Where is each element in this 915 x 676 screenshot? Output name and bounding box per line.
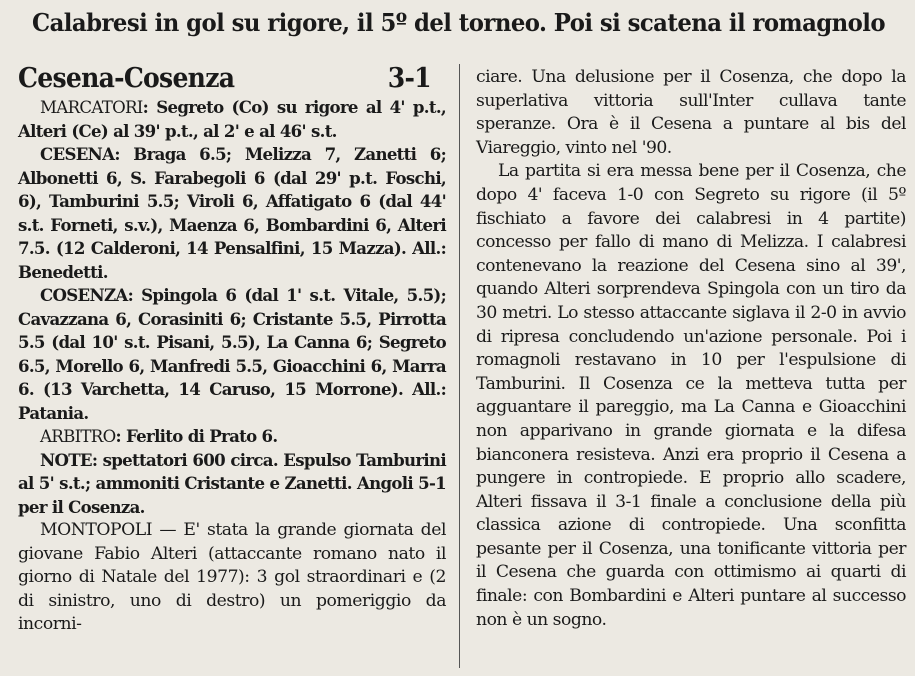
scorers-paragraph <box>18 96 446 143</box>
cosenza-lineup: : Spingola 6 (dal 1' s.t. Vitale, 5.5); Cavazzana 6, Corasiniti 6; Cristante 5.5, Pirrotta 5.5 (dal 10' s.t. Pisani, 5.5), La Canna 6; Segreto 6.5, Morello 6, Manfredi 5.5, Gioacchini 6, Marra 6. (13 Varchetta, 14 Caruso, 15 Morrone). All.: Patania. <box>18 285 446 423</box>
left-column <box>18 62 446 637</box>
cosenza-label: COSENZA <box>40 285 128 305</box>
cesena-lineup-paragraph <box>18 143 446 284</box>
cesena-label: CESENA <box>40 144 115 164</box>
notes-paragraph <box>18 449 446 520</box>
referee-text: : Ferlito di Prato 6. <box>115 426 278 446</box>
scorers-label: MARCATORI <box>40 98 143 117</box>
column-divider <box>459 64 460 668</box>
referee-label: ARBITRO <box>40 427 116 446</box>
article-body-continued: ciare. Una delusione per il Cosenza, che dopo la superlativa vittoria sull'Inter cullava tante speranze. Ora è il Cesena a puntare al bis del Viareggio, vinto nel '90. <box>476 67 906 158</box>
cesena-lineup: : Braga 6.5; Melizza 7, Zanetti 6; Albonetti 6, S. Farabegoli 6 (dal 29' p.t. Foschi, 6), Tamburini 5.5; Viroli 6, Affatigato 6 (dal 44' s.t. Forneti, s.v.), Maenza 6, Bombardini 6, Alteri 7.5. (12 Calderoni, 14 Pensalfini, 15 Mazza). All.: Benedetti. <box>18 144 446 282</box>
match-title <box>18 62 444 96</box>
match-score: 3-1 <box>387 63 431 94</box>
headline: Calabresi in gol su rigore, il 5º del torneo. Poi si scatena il romagnolo <box>32 8 886 37</box>
referee-paragraph <box>18 425 446 449</box>
article-body-paragraph-2: La partita si era messa bene per il Cosenza, che dopo 4' faceva 1-0 con Segreto su rigore (il 5º fischiato a favore dei calabresi in 4 partite) concesso per fallo di mano di Melizza. I calabresi contenevano la reazione del Cesena sino al 39', quando Alteri sorprendeva Spingola con un tiro da 30 metri. Lo stesso attaccante siglava il 2-0 in avvio di ripresa concludendo un'azione personale. Poi i romagnoli restavano in 10 per l'espulsione di Tamburini. Il Cosenza ce la metteva tutta per agguantare il pareggio, ma La Canna e Gioacchini non apparivano in grande giornata e la difesa bianconera resisteva. Anzi era proprio il Cesena a pungere in contropiede. E proprio allo scadere, Alteri fissava il 3-1 finale a conclusione della più classica azione di contropiede. Una sconfitta pesante per il Cosenza, una tonificante vittoria per il Cesena che guarda con ottimismo ai quarti di finale: con Bombardini e Alteri puntare al successo non è un sogno. <box>476 161 906 630</box>
cosenza-lineup-paragraph <box>18 284 446 425</box>
notes-text: : spettatori 600 circa. Espulso Tamburini al 5' s.t.; ammoniti Cristante e Zanetti. Angoli 5-1 per il Cosenza. <box>18 449 446 517</box>
match-teams: Cesena-Cosenza <box>18 63 235 94</box>
article-body-start: MONTOPOLI — E' stata la grande giornata del giovane Fabio Alteri (attaccante romano nato il giorno di Natale del 1977): 3 gol straordinari e (2 di sinistro, uno di destro) un pomeriggio da incorni- <box>18 520 446 634</box>
right-column <box>476 66 906 632</box>
scorers-text: : Segreto (Co) su rigore al 4' p.t., Alteri (Ce) al 39' p.t., al 2' e al 46' s.t. <box>18 97 446 141</box>
notes-label: NOTE <box>40 449 92 470</box>
